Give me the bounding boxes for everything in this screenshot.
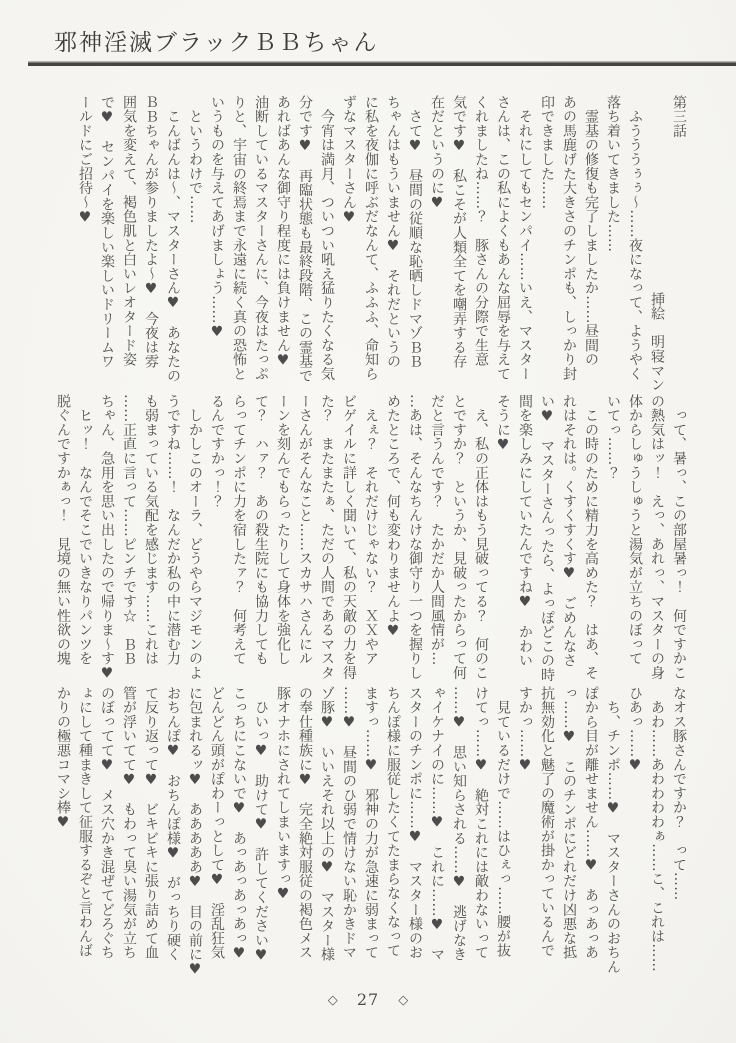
text-column: くれましたね……？ 豚さんの分際で生意 (473, 95, 489, 367)
text-column: 気です♥ 私こそが人類全てを嘲弄する存 (451, 95, 467, 369)
text-column: らってチンポに力を宿したァ？ 何考えて (231, 394, 247, 666)
text-column: えぇ？ それだけじゃない？ ＸＸやア (363, 394, 379, 666)
text-column: さて♥ 昼間の従順な恥晒しドマゾＢＢ (407, 95, 423, 369)
text-column: ……♥ 昼間のひ弱で情けない恥かきドマ (341, 686, 357, 960)
text-column: て反り返って♥ ビキビキに張り詰めて血 (143, 686, 159, 960)
text-column: っ……♥ このチンポにどれだけ凶悪な抵 (561, 686, 577, 960)
text-column: りと、宇宙の終焉まで永遠に続く真の恐怖と (231, 95, 247, 381)
text-column: ヒッ！ なんでそこでいきなりパンツを (77, 394, 93, 666)
text-tier-bottom (52, 686, 690, 988)
text-column: 印できました…… (539, 95, 555, 210)
text-column: あればあんな御守り程度には負けません♥ (275, 95, 291, 369)
text-column: さんは、この私によくもあんな屈辱を与えて (495, 95, 511, 381)
text-column: れはそれは。くすくすくす♥ ごめんなさ (561, 394, 577, 668)
text-column: で♥ センパイを楽しい楽しいドリームワ (99, 95, 115, 369)
text-column: いてっ……？ (605, 394, 621, 480)
text-column: ールドにご招待～♥ (77, 95, 93, 226)
text-column: ゾ豚♥ いいえそれ以上の♥ マスター様 (319, 686, 335, 962)
text-column: こんばんは～、マスターさん♥ あなたの (165, 95, 181, 383)
text-column: って、暑っ、この部屋暑っ！ 何ですかこ (671, 394, 687, 680)
text-column: 豚オナホにされてしまいますっ♥ (275, 686, 291, 903)
page-number: 27 (356, 990, 380, 1009)
text-column: めたところで、何も変わりませんよ♥ (385, 394, 401, 640)
text-column: それにしてもセンパイ……いえ、マスター (517, 95, 533, 381)
text-column: ……正直に言って……ピンチです☆ ＢＢ (121, 394, 137, 666)
text-column: 在だというのに♥ (429, 95, 445, 212)
text-column: 体からしゅうしゅうと湯気が立ちのぼって (627, 394, 643, 666)
text-column: に包まれるッ♥ あああああ♥ 目の前に♥ (187, 686, 203, 978)
text-column: …あは、そんなちんけな御守り一つを握りし (407, 394, 423, 680)
text-column: ゃイケナイのに……♥ これに……♥ マ (429, 686, 445, 962)
text-column: ちゃん、急用を思い出したので帰りま～す♥ (99, 394, 115, 682)
text-column: 囲気を変えて、褐色肌と白いレオタード姿 (121, 95, 137, 367)
text-column: た？ またまたぁ、ただの人間であるマスタ (319, 394, 335, 680)
illustration-credit: 挿絵 明寝マン (649, 292, 665, 393)
text-column: も弱まっている気配を感じます……これは (143, 394, 159, 666)
text-column: ひいっ♥ 助けて♥ 許してください♥ (253, 686, 269, 964)
text-column: え、私の正体はもう見破ってる？ 何のこ (473, 394, 489, 680)
text-column: いうものを与えてあげましょう……♥ (209, 95, 225, 341)
text-column: あわ……あわわわわぁ……こ、これは…… (649, 686, 665, 972)
text-column: ちゃんはもういません♥ それだというの (385, 95, 401, 369)
text-column: 管が浮いてて♥ もわって臭い湯気が立ち (121, 686, 137, 960)
text-column: の熱気はッ！ えっ、あれっ、マスターの身 (649, 394, 665, 680)
text-column: うですね……！ なんだか私の中に潜む力 (165, 394, 181, 666)
text-tier-middle (52, 394, 690, 696)
text-column: ……♥ 思い知らされる……♥ 逃げなき (451, 686, 467, 962)
text-column: ひあっ……♥ (627, 686, 643, 774)
text-column: のぼってて♥ メス穴かき混ぜてどろぐち (99, 686, 115, 960)
text-column: けてっ……♥ 絶対これには敵わないって (473, 686, 489, 960)
text-column: ーさんがそんなこと……スカサハさんにル (297, 394, 313, 666)
text-column: スターのチンポに……♥ マスター様のお (407, 686, 423, 960)
text-column: そうに♥ (495, 394, 511, 454)
text-column: おちんぽ♥ おちんぽ様♥ がっちり硬く (165, 686, 181, 962)
text-column: 見ているだけで……はひぇっ……腰が抜 (495, 686, 511, 958)
text-tier-top (74, 95, 690, 397)
text-column: 油断しているマスターさんに、今夜はたっぷ (253, 95, 269, 381)
text-column: ＢＢちゃんが参りましたよ～♥ 今夜は雰 (143, 95, 159, 369)
text-column: て？ ハァ？ あの殺生院にも協力しても (253, 394, 269, 666)
footer-diamond-left-icon: ◇ (327, 993, 338, 1008)
text-column: というわけで…… (187, 95, 203, 224)
text-column: ビゲイルに詳しく聞いて、私の天敵の力を得 (341, 394, 357, 680)
text-column: あの馬鹿げた大きさのチンポも、しっかり封 (561, 95, 577, 381)
text-column: 分です♥ 再臨状態も最終段階、この霊基で (297, 95, 313, 383)
text-column: かりの極悪コマシ棒♥ (55, 686, 71, 831)
text-column: この時のために精力を高めた？ はあ、そ (583, 394, 599, 680)
footer-diamond-right-icon: ◇ (398, 993, 409, 1008)
text-column: 霊基の修復も完了しましたか……昼間の (583, 95, 599, 367)
text-column: だと言うんです？ たかだか人間風情が… (429, 394, 445, 666)
title-divider-rule (28, 61, 736, 66)
text-column: どんどん頭がぽわーっとして♥ 淫乱狂気 (209, 686, 225, 960)
text-column: しかしこのオーラ、どうやらマジモンのよ (187, 394, 203, 680)
text-column: 間を楽しみにしていたんですね♥ かわい (517, 394, 533, 668)
text-column: ぽから目が離せません……♥ あっあっあ (583, 686, 599, 960)
text-column: ますっ……♥ 邪神の力が急速に弱まって (363, 686, 379, 960)
page-footer (0, 990, 736, 1009)
text-column: い♥ マスターさんったら、よっぽどこの時 (539, 394, 555, 682)
text-column: ずなマスターさん♥ (341, 95, 357, 226)
text-column: 脱ぐんですかぁっ！ 見境の無い性欲の塊 (55, 394, 71, 666)
text-column: なオス豚さんですか？ って…… (671, 686, 687, 901)
text-column: るんですかっ！？ (209, 394, 225, 509)
text-column: 今宵は満月、ついつい吼え猛りたくなる気 (319, 95, 335, 381)
text-column: ょにして種まきして征服するぞと言わんば (77, 686, 93, 958)
text-column: すかっ……♥ (517, 686, 533, 774)
page-title: 邪神淫滅ブラックＢＢちゃん (54, 30, 379, 56)
text-column: こっちにこないで♥ あっあっあっあっ♥ (231, 686, 247, 962)
text-column: 落ち着いてきました…… (605, 95, 621, 253)
text-column: ふうううぅぅ～……夜になって、ようやく (627, 95, 643, 381)
text-column: の奉仕種族に♥ 完全絶対服従の褐色メス (297, 686, 313, 960)
text-column: ちんぽ様に服従したくてたまらなくなって (385, 686, 401, 958)
text-column: とですか？ というか、見破ったからって何 (451, 394, 467, 680)
text-column: 抗無効化と魅了の魔術が掛かっているんで (539, 686, 555, 958)
chapter-heading: 第三話 (671, 95, 687, 138)
text-column: に私を夜伽に呼ぶだなんて、ふふふ、命知ら (363, 95, 379, 381)
text-column: ち、チンポ……♥ マスターさんのおちん (605, 686, 621, 974)
text-column: ーンを刻んでもらったりして身体を強化し (275, 394, 291, 666)
